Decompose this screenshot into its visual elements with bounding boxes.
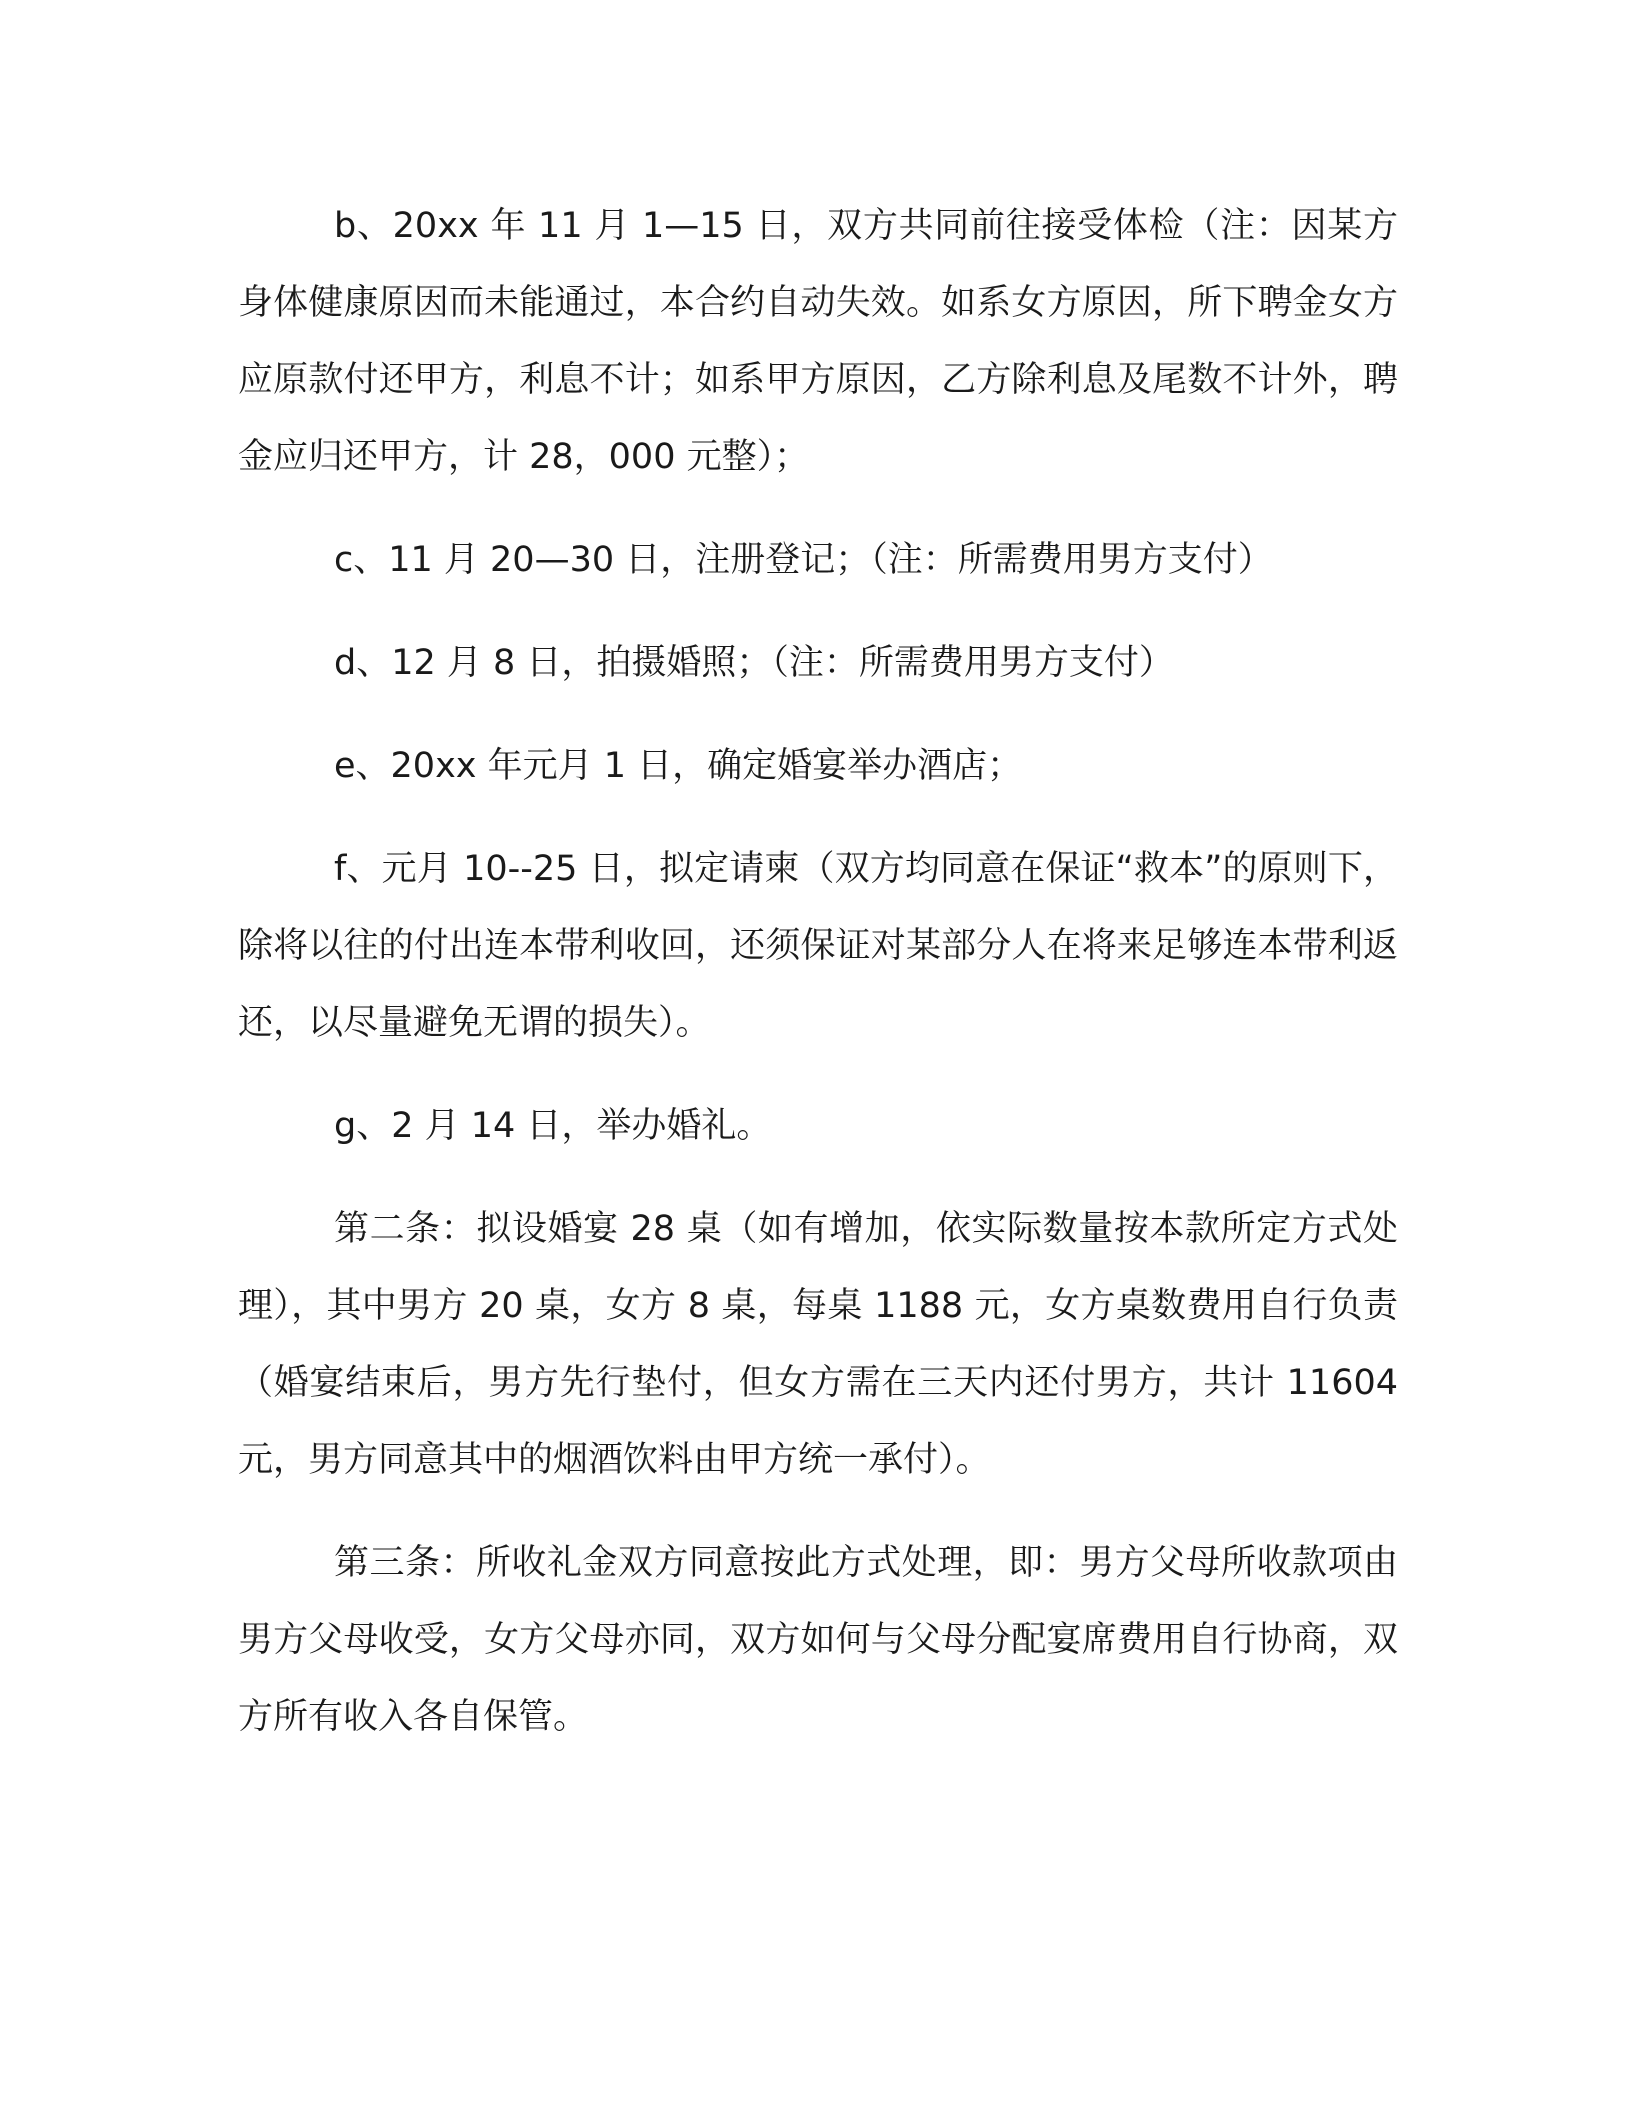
paragraph-item-d: d、12 月 8 日，拍摄婚照；（注：所需费用男方支付） [334,643,1174,683]
paragraph-item-f: f、元月 10--25 日，拟定请柬（双方均同意在保证“救本”的原则下，除将以往的付出连本带利收回，还须保证对某部分人在将来足够连本带利返还，以尽量避免无谓的损失）。 [238,849,1398,1043]
paragraph-item-g: g、2 月 14 日，举办婚礼。 [334,1106,772,1146]
paragraph-item-e: e、20xx 年元月 1 日，确定婚宴举办酒店； [334,746,1023,786]
paragraph-article-2: 第二条：拟设婚宴 28 桌（如有增加，依实际数量按本款所定方式处理），其中男方 20 桌，女方 8 桌，每桌 1188 元，女方桌数费用自行负责（婚宴结束后，男方先行垫付，但女方需在三天内还付男方，共计 11604 元，男方同意其中的烟酒饮料由甲方统一承付）。 [238,1209,1398,1480]
document-body [238,188,1398,1782]
paragraph-item-b: b、20xx 年 11 月 1—15 日，双方共同前往接受体检（注：因某方身体健康原因而未能通过，本合约自动失效。如系女方原因，所下聘金女方应原款付还甲方，利息不计；如系甲方原因，乙方除利息及尾数不计外，聘金应归还甲方，计 28，000 元整）； [238,206,1398,477]
paragraph-item-c: c、11 月 20—30 日，注册登记；（注：所需费用男方支付） [334,540,1273,580]
paragraph-article-3: 第三条：所收礼金双方同意按此方式处理，即：男方父母所收款项由男方父母收受，女方父母亦同，双方如何与父母分配宴席费用自行协商，双方所有收入各自保管。 [238,1543,1398,1737]
